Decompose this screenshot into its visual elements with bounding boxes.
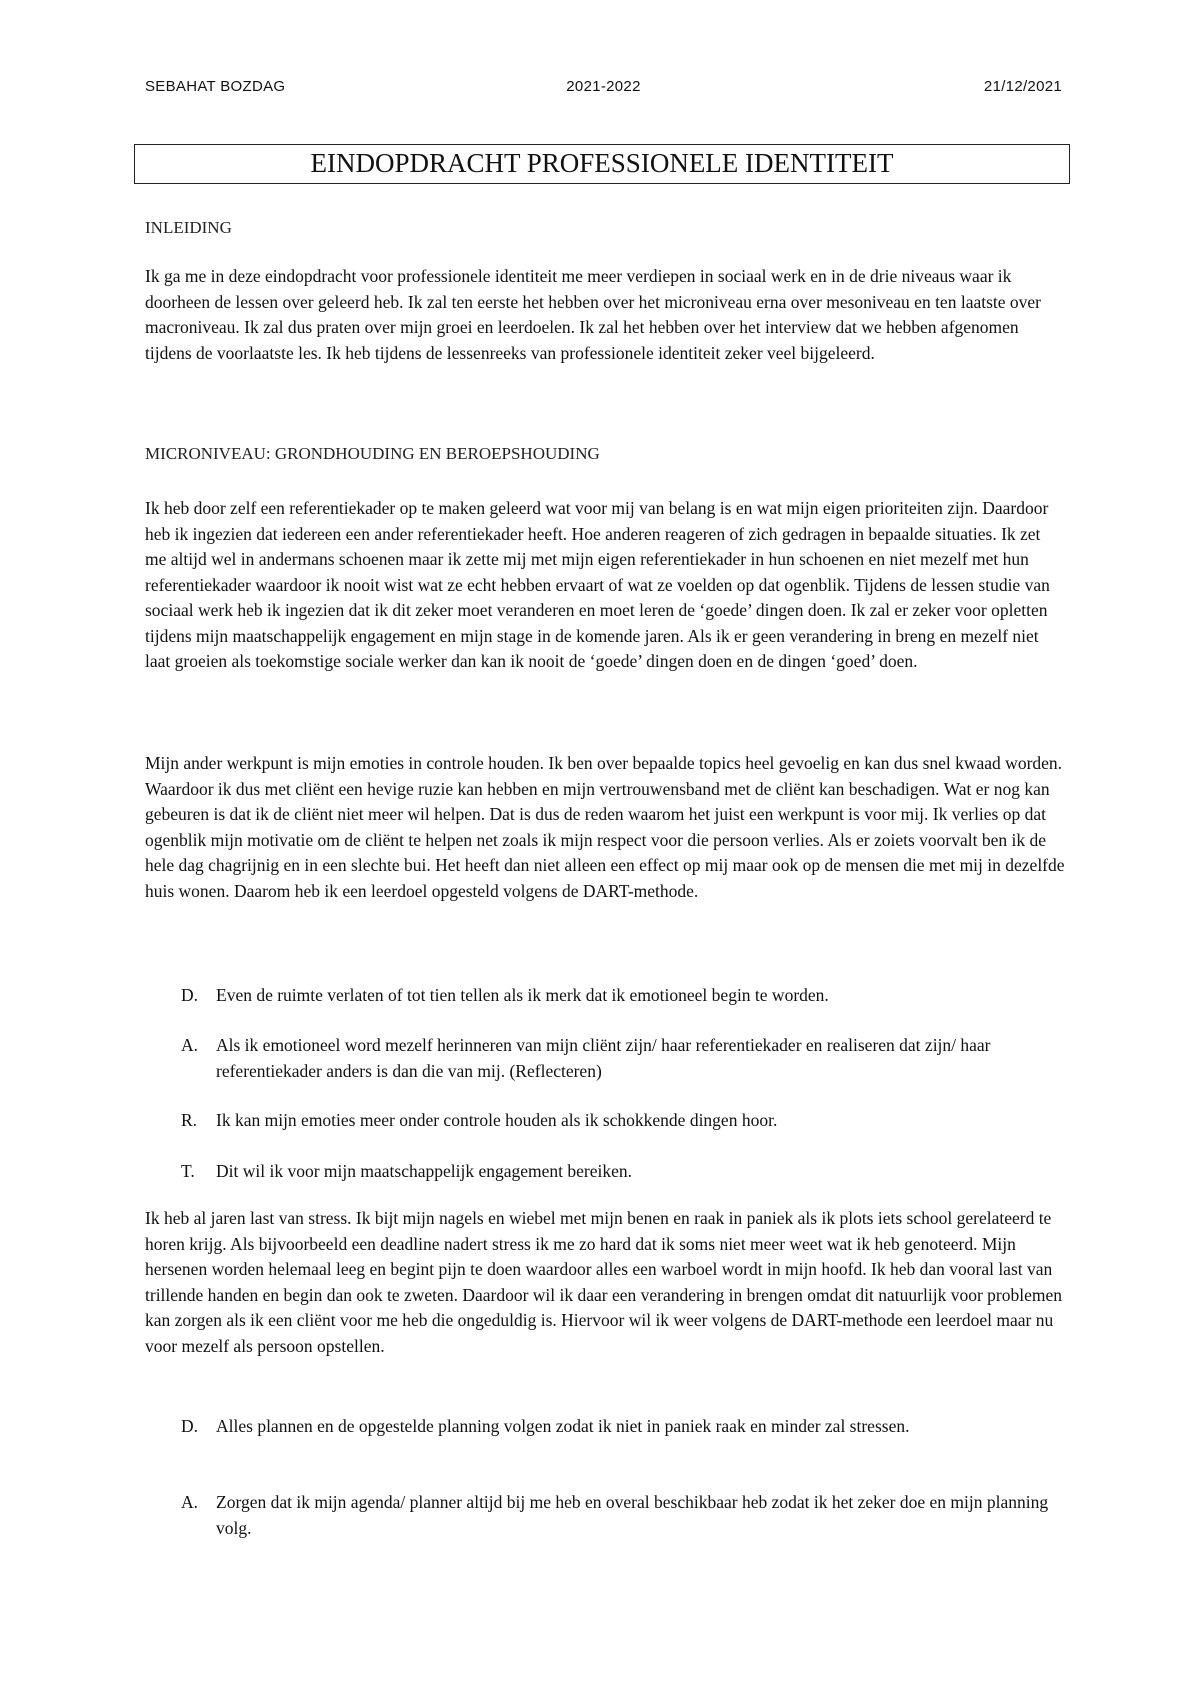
section-heading-intro: INLEIDING <box>145 218 232 237</box>
list-item-letter: D. <box>181 985 199 1005</box>
list-item-letter: T. <box>181 1161 195 1181</box>
list-item-text: Als ik emotioneel word mezelf herinneren van mijn cliënt zijn/ haar referentiekader en realiseren dat zijn/ haar referentiekader anders is dan die van mij. (Reflecteren) <box>216 1035 991 1081</box>
list-item-text: Even de ruimte verlaten of tot tien tellen als ik merk dat ik emotioneel begin te worden. <box>216 985 829 1005</box>
list-item-text: Ik kan mijn emoties meer onder controle houden als ik schokkende dingen hoor. <box>216 1110 778 1130</box>
list-item-letter: R. <box>181 1110 198 1130</box>
list-item-text: Dit wil ik voor mijn maatschappelijk engagement bereiken. <box>216 1161 632 1181</box>
micro-paragraph-3: Ik heb al jaren last van stress. Ik bijt mijn nagels en wiebel met mijn benen en raak in paniek als ik plots iets school gerelateerd te horen krijg. Als bijvoorbeeld een deadline nadert stress ik me zo hard dat ik soms niet meer weet wat ik heb genoteerd. Mijn hersenen worden helemaal leeg en begint pijn te doen waardoor alles een warboel wordt in mijn hoofd. Ik heb dan vooral last van trillende handen en begin dan ook te zweten. Daardoor wil ik daar een verandering in brengen omdat dit natuurlijk voor problemen kan zorgen als ik een cliënt voor me heb die ongeduldig is. Hiervoor wil ik weer volgens de DART-methode een leerdoel maar nu voor mezelf als persoon opstellen. <box>145 1208 1062 1356</box>
list-item-letter: A. <box>181 1035 199 1055</box>
list-item-text: Alles plannen en de opgestelde planning volgen zodat ik niet in paniek raak en minder zal stressen. <box>216 1416 910 1436</box>
header-author: SEBAHAT BOZDAG <box>145 78 286 95</box>
header-year: 2021-2022 <box>566 78 641 95</box>
list-item-letter: A. <box>181 1492 199 1512</box>
list-item-text: Zorgen dat ik mijn agenda/ planner altijd bij me heb en overal beschikbaar heb zodat ik het zeker doe en mijn planning volg. <box>216 1492 1049 1538</box>
document-title: EINDOPDRACHT PROFESSIONELE IDENTITEIT <box>134 144 1070 184</box>
section-heading-micro: MICRONIVEAU: GRONDHOUDING EN BEROEPSHOUDING <box>145 444 600 463</box>
page-header <box>145 78 1062 102</box>
micro-paragraph-1: Ik heb door zelf een referentiekader op te maken geleerd wat voor mij van belang is en wat mijn eigen prioriteiten zijn. Daardoor heb ik ingezien dat iedereen een ander referentiekader heeft. Hoe anderen reageren of zich gedragen in bepaalde situaties. Ik zet me altijd wel in andermans schoenen maar ik zette mij met mijn eigen referentiekader in hun schoenen en niet mezelf met hun referentiekader waardoor ik nooit wist wat ze echt hebben ervaart of wat ze voelden op dat ogenblik. Tijdens de lessen studie van sociaal werk heb ik ingezien dat ik dit zeker moet veranderen en moet leren de ‘goede’ dingen doen. Ik zal er zeker voor opletten tijdens mijn maatschappelijk engagement en mijn stage in de komende jaren. Als ik er geen verandering in breng en mezelf niet laat groeien als toekomstige sociale werker dan kan ik nooit de ‘goede’ dingen doen en de dingen ‘goed’ doen. <box>145 498 1050 671</box>
header-date: 21/12/2021 <box>983 78 1062 95</box>
list-item-letter: D. <box>181 1416 199 1436</box>
micro-paragraph-2: Mijn ander werkpunt is mijn emoties in controle houden. Ik ben over bepaalde topics heel gevoelig en kan dus snel kwaad worden. Waardoor ik dus met cliënt een hevige ruzie kan hebben en mijn vertrouwensband met de cliënt kan beschadigen. Wat er nog kan gebeuren is dat ik de cliënt niet meer wil helpen. Dat is dus de reden waarom het juist een werkpunt is voor mij. Ik verlies op dat ogenblik mijn motivatie om de cliënt te helpen net zoals ik mijn respect voor die persoon verlies. Als er zoiets voorvalt ben ik de hele dag chagrijnig en in een slechte bui. Het heeft dan niet alleen een effect op mij maar ook op de mensen die met mij in dezelfde huis wonen. Daarom heb ik een leerdoel opgesteld volgens de DART-methode. <box>145 753 1065 901</box>
intro-paragraph: Ik ga me in deze eindopdracht voor professionele identiteit me meer verdiepen in sociaal werk en in de drie niveaus waar ik doorheen de lessen over geleerd heb. Ik zal ten eerste het hebben over het microniveau erna over mesoniveau en ten laatste over macroniveau. Ik zal dus praten over mijn groei en leerdoelen. Ik zal het hebben over het interview dat we hebben afgenomen tijdens de voorlaatste les. Ik heb tijdens de lessenreeks van professionele identiteit zeker veel bijgeleerd. <box>145 266 1041 363</box>
